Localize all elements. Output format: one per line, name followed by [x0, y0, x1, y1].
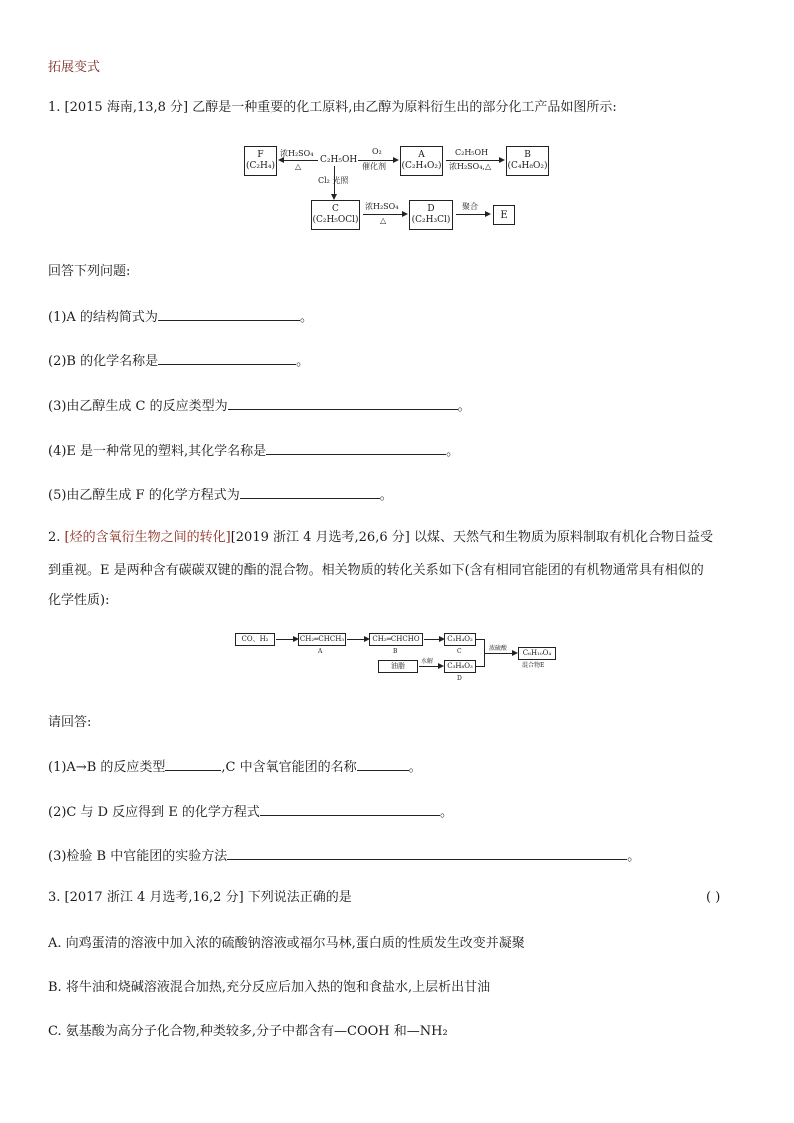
answer-blank[interactable] [260, 801, 440, 816]
cond-D-top: 浓H₂SO₄ [365, 202, 399, 211]
label-D: D [457, 675, 462, 682]
cond-F-delta: △ [295, 162, 302, 171]
label-B: B [393, 648, 398, 655]
cond-A-top: O₂ [372, 147, 382, 156]
answer-blank[interactable] [158, 306, 300, 321]
q2-sub3: (3)检验 B 中官能团的实验方法 。 [48, 845, 640, 867]
label-E: 混合物E [522, 662, 545, 669]
box-E: E [493, 205, 515, 225]
box-co-h2: CO、H₂ [235, 633, 275, 646]
q1-intro: 1. [2015 海南,13,8 分] 乙醇是一种重要的化工原料,由乙醇为原料衍生出的部分化工产品如图所示: [48, 100, 617, 115]
answer-blank[interactable] [240, 484, 380, 499]
q2-intro-line3: 化学性质): [48, 593, 110, 608]
box-fat: 油脂 [378, 660, 418, 673]
cond-F: 浓H₂SO₄ [280, 149, 314, 158]
cond-A-bottom: 催化剂 [362, 162, 386, 171]
box-B: B (C₄H₈O₂) [506, 146, 549, 176]
cond-B-bottom: 浓H₂SO₄,△ [449, 162, 492, 171]
q3-intro: 3. [2017 浙江 4 月选考,16,2 分] 下列说法正确的是 [48, 890, 352, 905]
label-A: A [318, 648, 323, 655]
answer-blank[interactable] [227, 845, 627, 860]
q2-sub1: (1)A→B 的反应类型 ,C 中含氧官能团的名称 。 [48, 756, 422, 778]
q1-sub5: (5)由乙醇生成 F 的化学方程式为 。 [48, 484, 393, 506]
answer-blank[interactable] [357, 756, 409, 771]
box-D: D (C₂H₃Cl) [409, 200, 453, 230]
answer-blank[interactable] [228, 395, 458, 410]
box-A: A (C₂H₄O₂) [400, 146, 443, 176]
q2-intro-line2: 到重视。E 是两种含有碳碳双键的酯的混合物。相关物质的转化关系如下(含有相同官能团的有机物通常具有相似的 [48, 563, 704, 578]
cond-C: Cl₂ 光照 [318, 176, 349, 185]
q3-option-a: A. 向鸡蛋清的溶液中加入浓的硫酸钠溶液或福尔马林,蛋白质的性质发生改变并凝聚 [48, 936, 525, 951]
cond-E: 聚合 [462, 202, 478, 211]
box-A: CH₂═CHCH₃ [298, 633, 346, 646]
cond-B-top: C₂H₅OH [455, 148, 489, 157]
cond-hydrolysis: 水解 [421, 658, 434, 665]
box-B: CH₂═CHCHO [369, 633, 423, 646]
cond-D-bottom: △ [380, 216, 387, 225]
box-C: C (C₂H₅OCl) [311, 200, 360, 230]
q1-sub2: (2)B 的化学名称是 。 [48, 350, 309, 372]
box-F: F (C₂H₄) [244, 146, 277, 176]
answer-blank[interactable] [266, 440, 446, 455]
answer-blank[interactable] [165, 756, 221, 771]
q3-answer-paren[interactable]: ( ) [706, 890, 721, 905]
q1-prompt: 回答下列问题: [48, 264, 131, 279]
cond-conc-h2so4: 浓硫酸 [489, 645, 508, 652]
box-D: C₃H₈O₃ [444, 660, 476, 673]
answer-blank[interactable] [158, 350, 296, 365]
q1-sub3: (3)由乙醇生成 C 的反应类型为 。 [48, 395, 471, 417]
q3-option-b: B. 将牛油和烧碱溶液混合加热,充分反应后加入热的饱和食盐水,上层析出甘油 [48, 980, 491, 995]
box-C: C₃H₄O₂ [444, 633, 476, 646]
q3-option-c: C. 氨基酸为高分子化合物,种类较多,分子中都含有—COOH 和—NH₂ [48, 1024, 448, 1039]
box-E: C₆H₁₀O₄ [518, 647, 556, 660]
q2-tag: [烃的含氧衍生物之间的转化] [64, 530, 231, 545]
label-C: C [457, 648, 462, 655]
q2-sub2: (2)C 与 D 反应得到 E 的化学方程式 。 [48, 801, 453, 823]
section-title: 拓展变式 [48, 60, 101, 75]
q2-intro-line1: 2. [烃的含氧衍生物之间的转化][2019 浙江 4 月选考,26,6 分] 以煤、天然气和生物质为原料制取有机化合物日益受 [48, 530, 713, 545]
q2-prompt: 请回答: [48, 715, 92, 730]
q1-sub4: (4)E 是一种常见的塑料,其化学名称是 。 [48, 440, 459, 462]
q1-sub1: (1)A 的结构简式为 。 [48, 306, 313, 328]
ethanol: C₂H₅OH [320, 155, 358, 165]
